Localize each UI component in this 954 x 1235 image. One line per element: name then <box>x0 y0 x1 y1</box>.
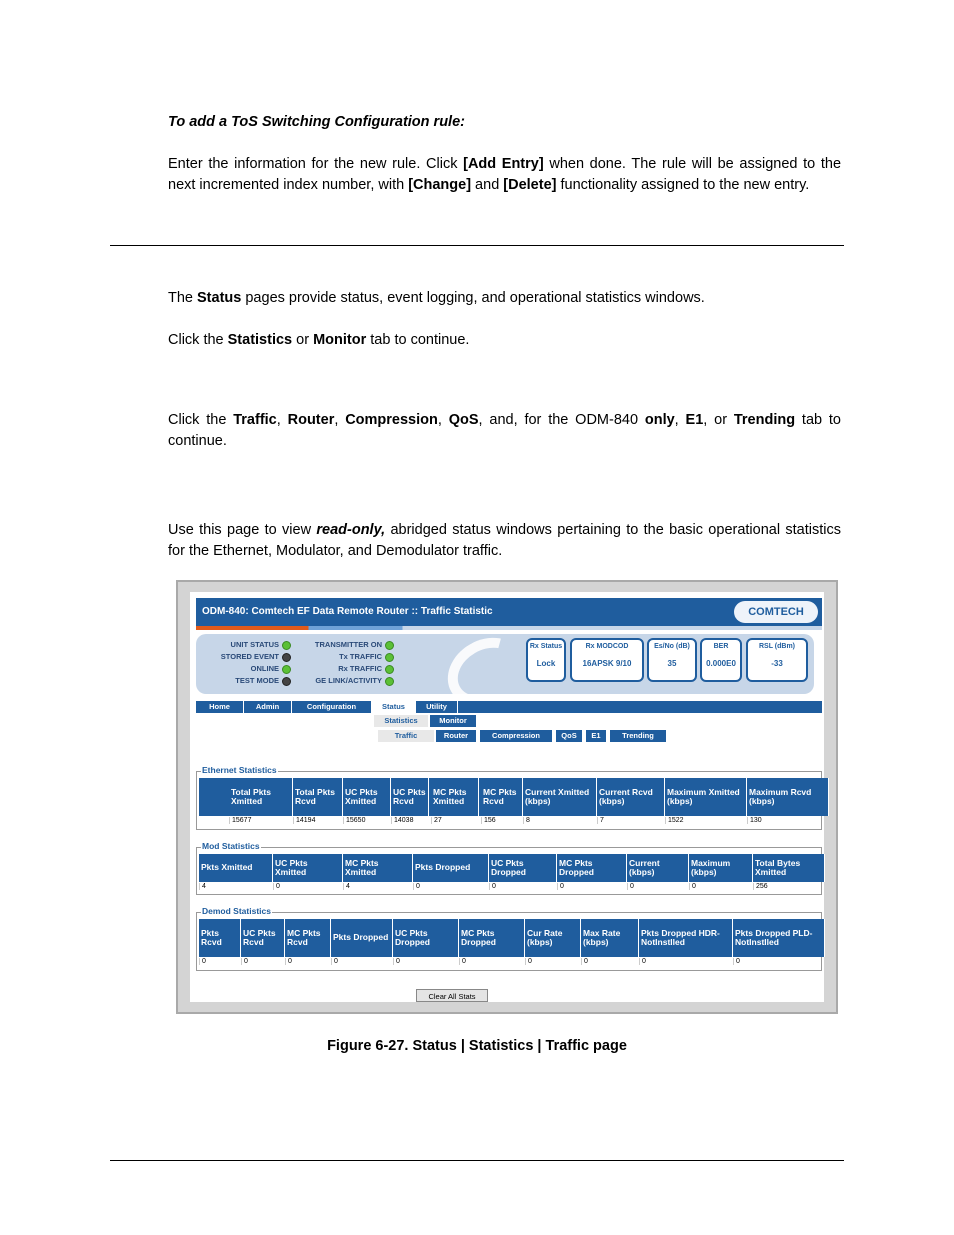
stat-value: 0 <box>199 958 241 965</box>
column-header: Maximum Xmitted (kbps) <box>665 778 747 816</box>
stat-value: 0 <box>581 958 639 965</box>
stat-value: 0 <box>285 958 331 965</box>
status-box-value: -33 <box>771 659 783 668</box>
text: or <box>292 332 314 348</box>
tab-utility[interactable]: Utility <box>416 701 458 713</box>
stat-value: 0 <box>459 958 525 965</box>
column-header: MC Pkts Xmitted <box>431 778 479 816</box>
table-header-row <box>199 919 825 957</box>
subtab-e1[interactable]: E1 <box>586 730 606 742</box>
text: tab to continue. <box>168 412 841 449</box>
subtab-monitor[interactable]: Monitor <box>430 715 476 727</box>
text: , and, for the ODM-840 <box>478 412 645 428</box>
text: , or <box>703 412 734 428</box>
text: Click the <box>168 412 234 428</box>
status-box <box>647 638 697 682</box>
ethernet-statistics-group <box>196 765 822 830</box>
text: Monitor <box>313 332 367 348</box>
led-label: Rx TRAFFIC <box>338 664 382 673</box>
led-label: ONLINE <box>250 664 279 673</box>
column-header: Cur Rate (kbps) <box>525 919 581 957</box>
stat-value: 0 <box>733 958 825 965</box>
stat-value: 1522 <box>665 817 747 824</box>
stat-value: 7 <box>597 817 665 824</box>
text: E1 <box>685 412 704 428</box>
web-page <box>190 592 824 1002</box>
status-box <box>570 638 644 682</box>
status-box-value: 16APSK 9/10 <box>582 659 632 668</box>
column-header: UC Pkts Dropped <box>489 854 557 882</box>
column-header: Maximum Rcvd (kbps) <box>747 778 829 816</box>
stat-value: 8 <box>523 817 597 824</box>
stat-value: 0 <box>557 883 627 890</box>
subtab-qos[interactable]: QoS <box>556 730 582 742</box>
text: Router <box>287 412 335 428</box>
text: [Delete] <box>503 177 557 193</box>
subtab-trending[interactable]: Trending <box>610 730 666 742</box>
status-led-icon <box>385 641 394 650</box>
status-led-icon <box>385 653 394 662</box>
mod-statistics-group <box>196 841 822 895</box>
status-led-icon <box>385 665 394 674</box>
status-led-icon <box>282 653 291 662</box>
stat-value: 0 <box>393 958 459 965</box>
status-box-label: Rx MODCOD <box>585 643 629 650</box>
figure-caption: Figure 6-27. Status | Statistics | Traffic page <box>327 1038 627 1054</box>
text: pages provide status, event logging, and operational statistics windows. <box>241 290 705 306</box>
column-header: Pkts Dropped <box>413 854 489 882</box>
footer-divider <box>110 1160 844 1161</box>
column-header: Pkts Xmitted <box>199 854 273 882</box>
column-header: UC Pkts Rcvd <box>391 778 429 816</box>
column-header: MC Pkts Rcvd <box>285 919 331 957</box>
group-title: Demod Statistics <box>202 906 271 916</box>
clear-all-stats-button[interactable]: Clear All Stats <box>416 989 488 1002</box>
status-box-label: RSL (dBm) <box>758 643 796 650</box>
text: Click the <box>168 332 228 348</box>
column-header: MC Pkts Rcvd <box>481 778 523 816</box>
text: when done. The rule will be assigned to the next incremented index number, with <box>168 156 842 193</box>
statistics-paragraph <box>168 330 841 351</box>
column-header: MC Pkts Dropped <box>459 919 525 957</box>
tab-home[interactable]: Home <box>196 701 244 713</box>
stat-value: 256 <box>753 883 825 890</box>
column-header: MC Pkts Dropped <box>557 854 627 882</box>
column-header: UC Pkts Dropped <box>393 919 459 957</box>
text: Statistics <box>227 332 293 348</box>
stat-value: 0 <box>331 958 393 965</box>
text: , <box>437 412 449 428</box>
text: , <box>334 412 346 428</box>
subtab-router[interactable]: Router <box>436 730 476 742</box>
text: read-only, <box>316 522 386 538</box>
status-led-icon <box>282 641 291 650</box>
main-tab-bar <box>196 701 822 713</box>
text: Traffic <box>233 412 277 428</box>
text: abridged status windows pertaining to the basic operational statistics for the Ethernet, Modulator, and Demodulator traffic. <box>168 522 841 559</box>
status-bar <box>196 634 814 694</box>
tab-admin[interactable]: Admin <box>244 701 292 713</box>
text: , <box>674 412 686 428</box>
led-label: UNIT STATUS <box>230 640 279 649</box>
column-header: Pkts Dropped PLD-NotInstlled <box>733 919 825 957</box>
text: Enter the information for the new rule. Click <box>168 156 464 172</box>
status-box <box>526 638 566 682</box>
column-header: Total Pkts Xmitted <box>229 778 293 816</box>
column-header: Current Xmitted (kbps) <box>523 778 597 816</box>
stat-value: 0 <box>639 958 733 965</box>
traffic-statistics-screenshot <box>176 580 838 1014</box>
column-header: Pkts Rcvd <box>199 919 241 957</box>
status-box-value: Lock <box>536 659 556 668</box>
led-label: GE LINK/ACTIVITY <box>315 676 382 685</box>
status-box-label: Rx Status <box>529 643 563 650</box>
title-bar <box>196 598 822 626</box>
column-header: UC Pkts Rcvd <box>241 919 285 957</box>
column-header: Pkts Dropped HDR-NotInstlled <box>639 919 733 957</box>
demod-statistics-group <box>196 906 822 971</box>
table-header-row <box>199 778 829 816</box>
stat-value: 0 <box>627 883 689 890</box>
column-header: Pkts Dropped <box>331 919 393 957</box>
text: [Change] <box>408 177 472 193</box>
stat-value: 15650 <box>343 817 391 824</box>
stat-value: 0 <box>273 883 343 890</box>
text: and <box>471 177 504 193</box>
group-title: Ethernet Statistics <box>202 765 277 775</box>
stat-value: 0 <box>489 883 557 890</box>
traffic-page-paragraph <box>168 520 841 562</box>
stat-value: 130 <box>747 817 829 824</box>
text: only <box>644 412 675 428</box>
subtab-traffic[interactable]: Traffic <box>378 730 434 742</box>
led-label: TEST MODE <box>235 676 279 685</box>
column-header: Total Bytes Xmitted <box>753 854 825 882</box>
column-header: Current (kbps) <box>627 854 689 882</box>
stat-value: 15677 <box>229 817 293 824</box>
status-box-label: BER <box>713 643 729 650</box>
text: Trending <box>733 412 796 428</box>
stat-value: 4 <box>343 883 413 890</box>
text: Compression <box>345 412 438 428</box>
status-box-value: 35 <box>667 659 677 668</box>
comtech-logo: COMTECH <box>734 601 818 623</box>
stat-value: 4 <box>199 883 273 890</box>
column-header: UC Pkts Xmitted <box>273 854 343 882</box>
group-title: Mod Statistics <box>202 841 260 851</box>
subtab-statistics[interactable]: Statistics <box>374 715 428 727</box>
status-intro-paragraph <box>168 288 841 309</box>
stat-value: 14038 <box>391 817 429 824</box>
text: Use this page to view <box>168 522 317 538</box>
table-header-row <box>199 854 825 882</box>
text: , <box>276 412 288 428</box>
text: Status <box>197 290 242 306</box>
column-header: MC Pkts Xmitted <box>343 854 413 882</box>
tab-status[interactable]: Status <box>372 701 416 713</box>
led-label: TRANSMITTER ON <box>314 640 382 649</box>
stat-value: 0 <box>689 883 753 890</box>
led-label: Tx TRAFFIC <box>339 652 382 661</box>
text: QoS <box>448 412 479 428</box>
stat-value: 14194 <box>293 817 343 824</box>
status-box-value: 0.000E0 <box>706 659 736 668</box>
tab-configuration[interactable]: Configuration <box>292 701 372 713</box>
subtab-compression[interactable]: Compression <box>480 730 552 742</box>
stat-value: 0 <box>241 958 285 965</box>
procedure-heading: To add a ToS Switching Configuration rule: <box>168 114 465 130</box>
column-header: UC Pkts Xmitted <box>343 778 391 816</box>
stat-value: 156 <box>481 817 523 824</box>
text: [Add Entry] <box>463 156 544 172</box>
section-divider <box>110 245 844 246</box>
status-box <box>700 638 742 682</box>
stat-value: 0 <box>413 883 489 890</box>
status-box-label: Es/No (dB) <box>654 643 690 650</box>
column-header: Total Pkts Rcvd <box>293 778 343 816</box>
led-label: STORED EVENT <box>220 652 279 661</box>
tabs-paragraph <box>168 410 841 452</box>
status-led-icon <box>282 677 291 686</box>
stat-value: 0 <box>525 958 581 965</box>
page-title: ODM-840: Comtech EF Data Remote Router :: Traffic Statistic <box>202 606 493 617</box>
text: functionality assigned to the new entry. <box>556 177 810 193</box>
stat-value: 27 <box>431 817 479 824</box>
column-header: Maximum (kbps) <box>689 854 753 882</box>
text: The <box>168 290 198 306</box>
add-entry-paragraph <box>168 154 841 196</box>
color-stripe <box>196 626 822 630</box>
text: tab to continue. <box>366 332 470 348</box>
status-led-icon <box>282 665 291 674</box>
column-header: Current Rcvd (kbps) <box>597 778 665 816</box>
status-led-icon <box>385 677 394 686</box>
status-box <box>746 638 808 682</box>
column-header: Max Rate (kbps) <box>581 919 639 957</box>
